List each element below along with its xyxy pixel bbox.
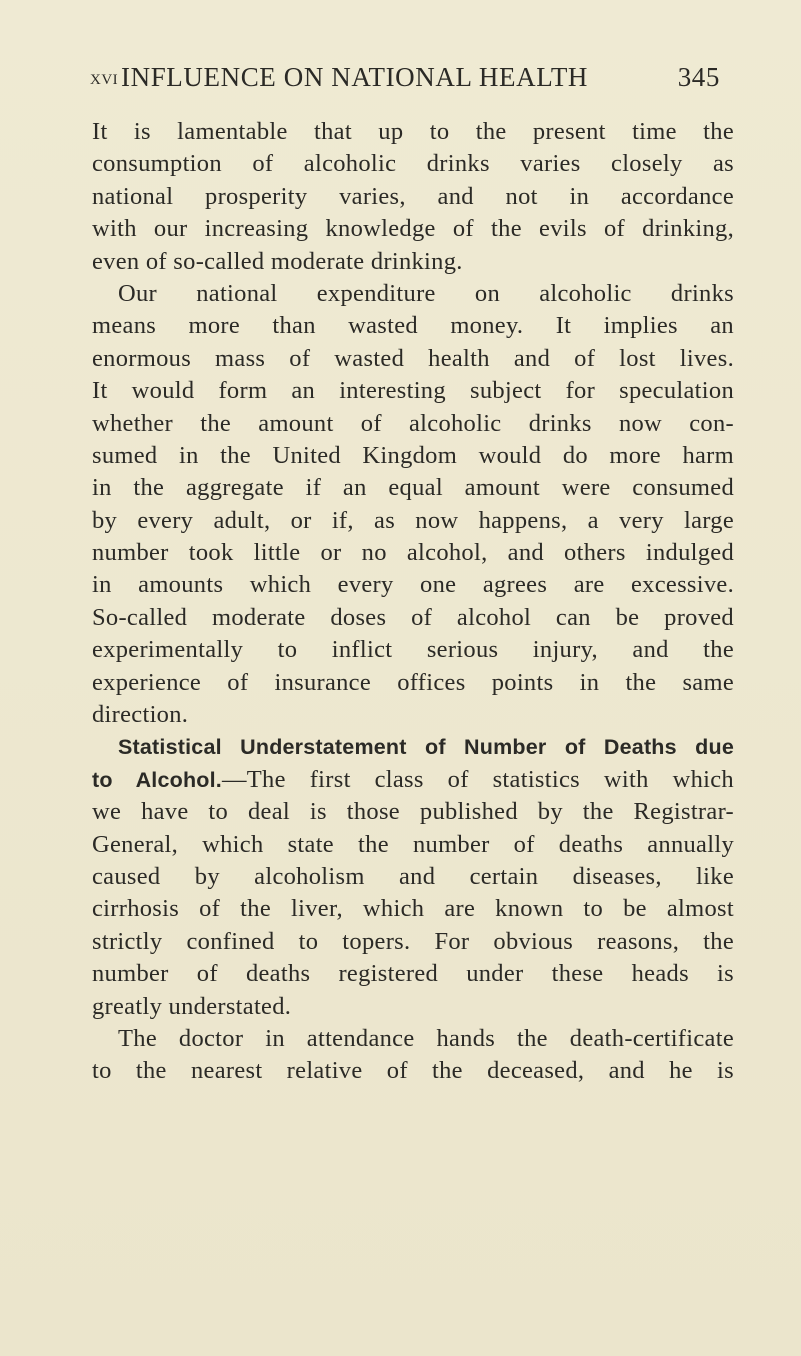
text-line: enormous mass of wasted health and of lost lives. (92, 344, 734, 372)
text-line: to the nearest relative of the deceased, and he is (92, 1057, 734, 1085)
text-line: means more than wasted money. It implies an (92, 312, 734, 340)
text-line: experimentally to inflict serious injury, and the (92, 636, 734, 664)
text-line: direction. (92, 701, 189, 729)
text-line: It would form an interesting subject for speculation (92, 377, 734, 405)
paragraph-1 (92, 116, 734, 278)
text-line: we have to deal is those published by the Registrar- (92, 798, 734, 826)
text-line: in the aggregate if an equal amount were consumed (92, 474, 734, 502)
text-line: strictly confined to topers. For obvious reasons, the (92, 927, 734, 955)
body-text (92, 116, 734, 1088)
paragraph-4 (92, 1023, 734, 1088)
text-line: sumed in the United Kingdom would do more harm (92, 441, 734, 469)
text-line: experience of insurance offices points in the same (92, 668, 734, 696)
running-title: INFLUENCE ON NATIONAL HEALTH (121, 62, 589, 92)
text-line: The doctor in attendance hands the death-certificate (118, 1024, 734, 1052)
text-line: number took little or no alcohol, and others indulged (92, 539, 734, 567)
text-line: even of so-called moderate drinking. (92, 247, 463, 275)
paragraph-2 (92, 278, 734, 731)
text-line: Our national expenditure on alcoholic drinks (118, 279, 734, 307)
text-line-rest: —The first class of statistics with which (221, 765, 734, 793)
chapter-number: XVI (90, 72, 119, 88)
text-line: consumption of alcoholic drinks varies closely as (92, 150, 734, 178)
paragraph-3 (92, 731, 734, 1023)
text-line: whether the amount of alcoholic drinks now con- (92, 409, 734, 437)
text-line: by every adult, or if, as now happens, a very large (92, 506, 734, 534)
text-line: number of deaths registered under these heads is (92, 960, 734, 988)
text-line: It is lamentable that up to the present time the (92, 118, 734, 145)
text-line: with our increasing knowledge of the evils of drinking, (92, 215, 734, 243)
section-heading: Statistical Understatement of Number of Deaths due (118, 735, 734, 760)
text-line: General, which state the number of deaths annually (92, 830, 734, 858)
text-line: national prosperity varies, and not in accordance (92, 182, 734, 210)
running-header (90, 62, 730, 98)
text-line: in amounts which every one agrees are excessive. (92, 571, 734, 599)
text-line (92, 764, 734, 796)
text-line: So-called moderate doses of alcohol can be proved (92, 603, 734, 631)
section-heading-end: to Alcohol. (92, 767, 222, 792)
text-line: caused by alcoholism and certain diseases, like (92, 862, 734, 890)
page-number: 345 (677, 62, 720, 92)
text-line: cirrhosis of the liver, which are known to be almost (92, 895, 734, 923)
text-line: greatly understated. (92, 992, 292, 1020)
